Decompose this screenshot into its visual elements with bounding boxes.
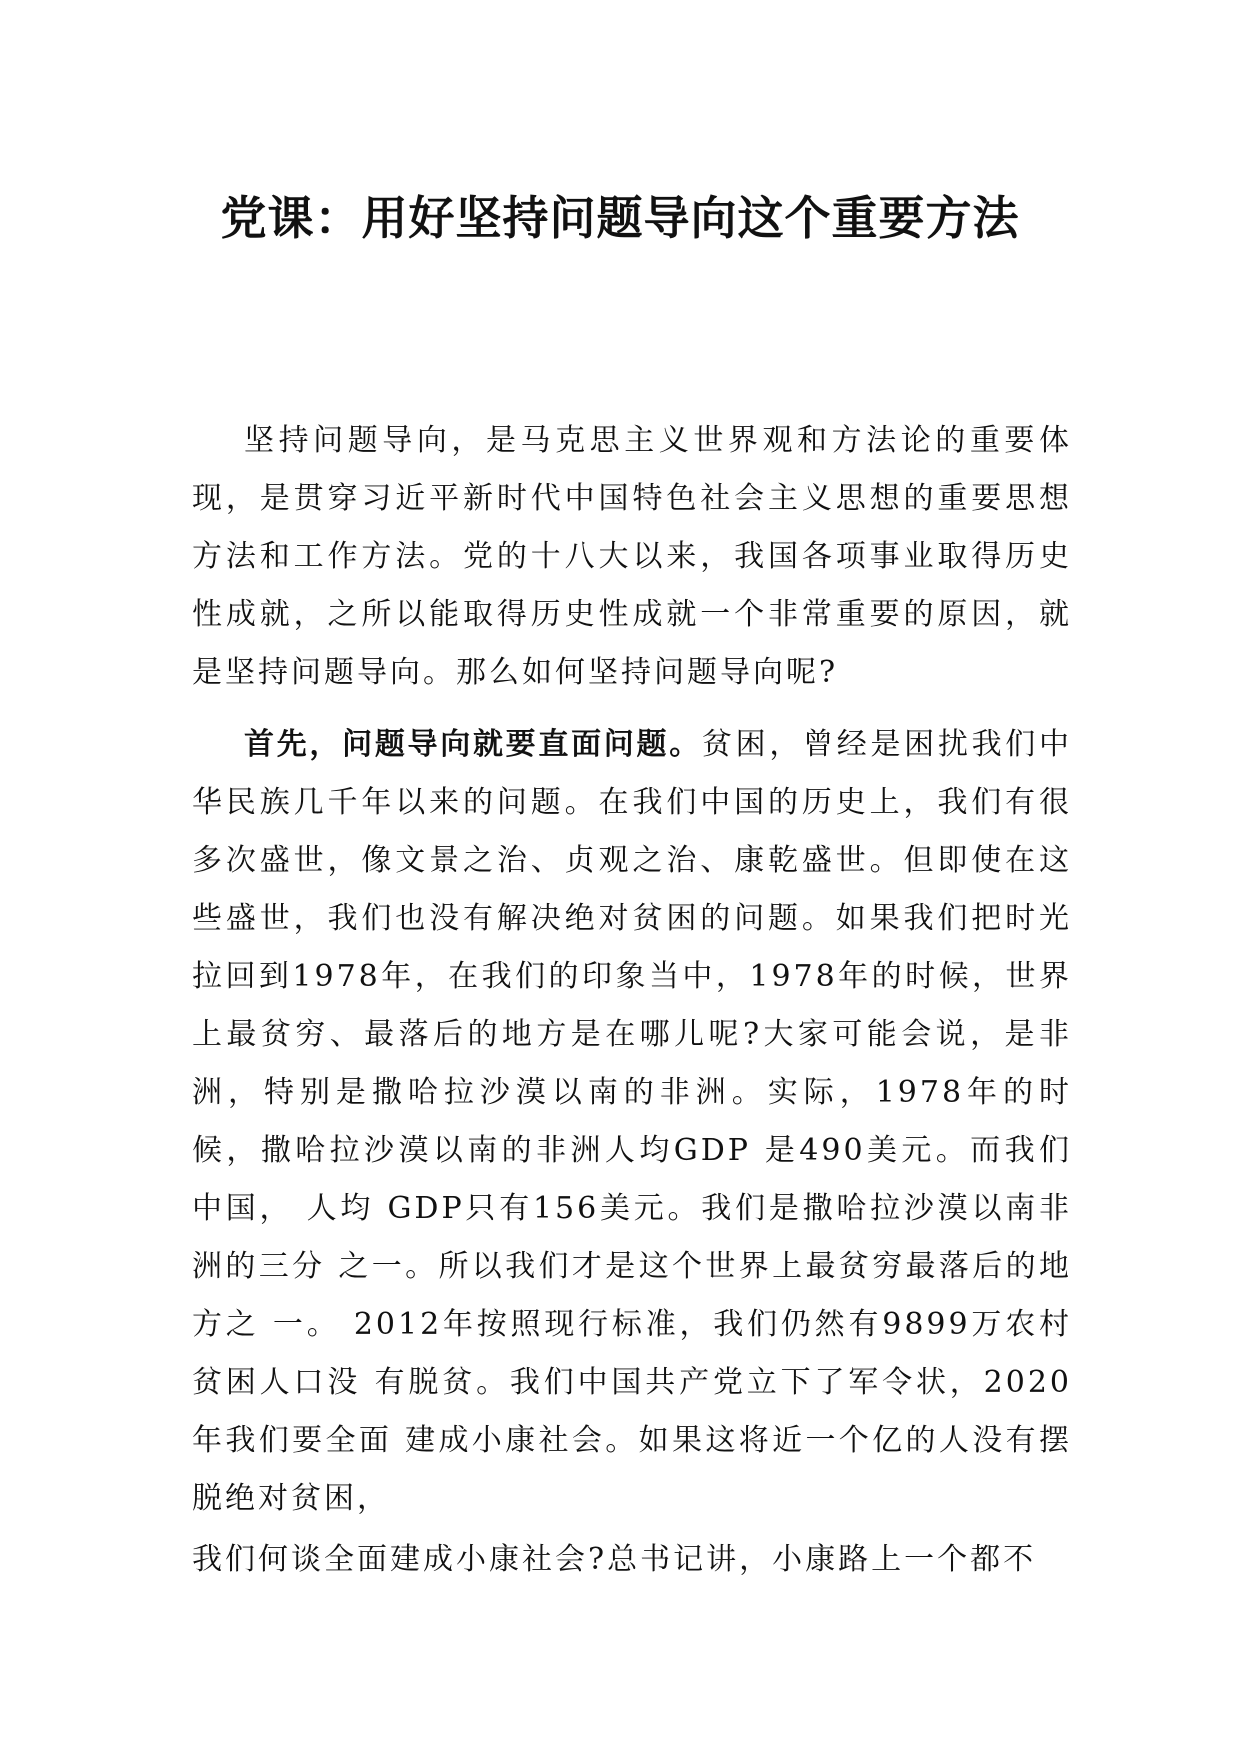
paragraph-lead-heading: 首先，问题导向就要直面问题。 <box>244 727 702 762</box>
paragraph-continuation-text: 我们何谈全面建成小康社会?总书记讲，小康路上一个都不 <box>192 1542 1037 1577</box>
paragraph-first-point-text: 贫困，曾经是困扰我们中华民族几千年以来的问题。在我们中国的历史上，我们有很多次盛世，像文景之治、贞观之治、康乾盛世。但即使在这些盛世，我们也没有解决绝对贫困的问题。如果我们把时光拉回到1978年，在我们的印象当中，1978年的时候，世界上最贫穷、最落后的地方是在哪儿呢?大家可能会说，是非洲，特别是撒哈拉沙漠以南的非洲。实际，1978年的时候，撒哈拉沙漠以南的非洲人均GDP 是490美元。而我们中国， 人均 GDP只有156美元。我们是撒哈拉沙漠以南非洲的三分 之一。所以我们才是这个世界上最贫穷最落后的地方之 一。 2012年按照现行标准，我们仍然有9899万农村贫困人口没 有脱贫。我们中国共产党立下了军令状，2020年我们要全面 建成小康社会。如果这将近一个亿的人没有摆脱绝对贫困， <box>192 727 1073 1516</box>
paragraph-first-point <box>192 716 1072 1528</box>
document-title: 党课：用好坚持问题导向这个重要方法 <box>220 191 1020 245</box>
paragraph-intro <box>192 412 1072 702</box>
paragraph-continuation <box>192 1531 1072 1589</box>
paragraph-intro-text: 坚持问题导向，是马克思主义世界观和方法论的重要体现，是贯穿习近平新时代中国特色社会主义思想的重要思想方法和工作方法。党的十八大以来，我国各项事业取得历史性成就，之所以能取得历史性成就一个非常重要的原因，就是坚持问题导向。那么如何坚持问题导向呢? <box>192 423 1072 690</box>
